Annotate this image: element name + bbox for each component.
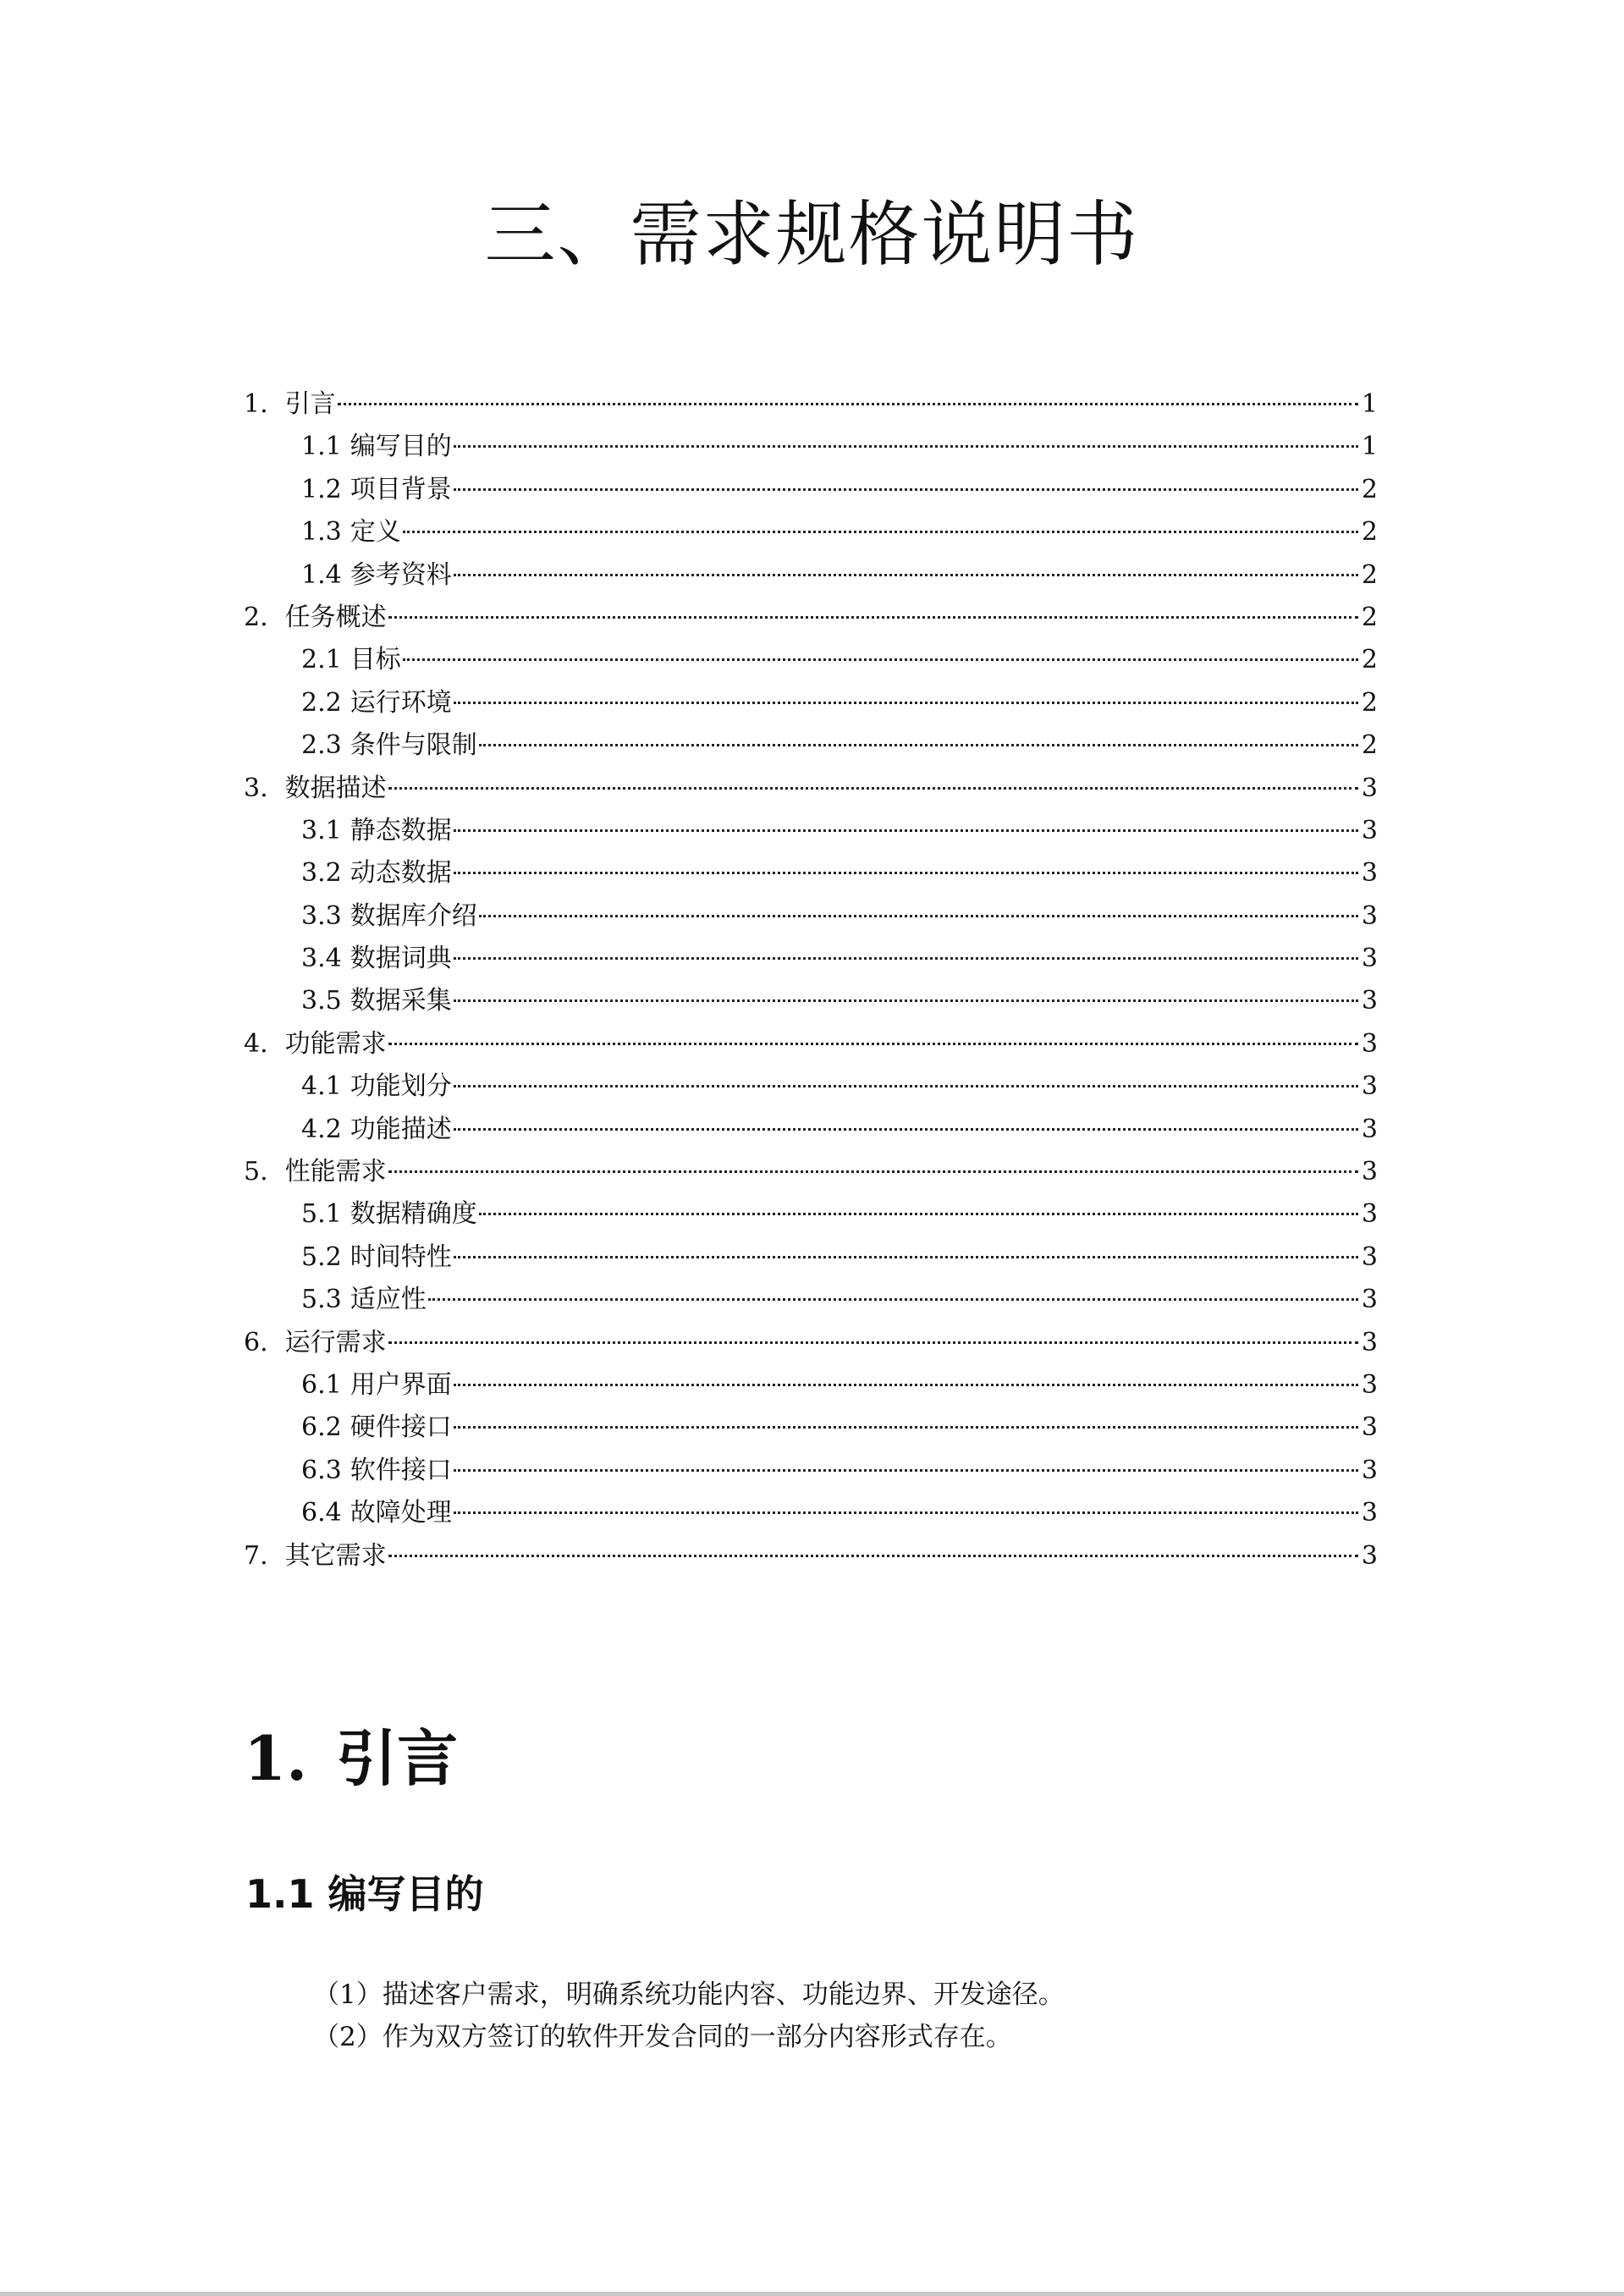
toc-page-number: 3	[1361, 944, 1378, 974]
toc-entry[interactable]	[244, 1492, 1378, 1534]
toc-entry-number: 2.2	[301, 687, 342, 718]
toc-entry-title: 数据描述	[284, 773, 387, 803]
toc-page-number: 2	[1361, 602, 1378, 632]
toc-dot-leader	[454, 1426, 1358, 1429]
toc-dot-leader	[479, 744, 1358, 746]
toc-dot-leader	[454, 488, 1358, 491]
toc-entry-title: 编写目的	[350, 432, 452, 462]
toc-page-number: 3	[1361, 1242, 1378, 1272]
toc-entry-number: 3.5	[301, 986, 342, 1016]
toc-entry-title: 条件与限制	[350, 730, 477, 761]
section-title: 引言	[336, 1722, 459, 1794]
toc-page-number: 1	[1361, 389, 1378, 419]
toc-entry[interactable]	[244, 980, 1378, 1022]
toc-page-number: 3	[1361, 815, 1378, 845]
toc-entry-title: 参考资料	[350, 559, 452, 590]
toc-entry[interactable]	[244, 469, 1378, 511]
toc-page-number: 3	[1361, 1028, 1378, 1059]
toc-page-number: 3	[1361, 1157, 1378, 1187]
toc-dot-leader	[454, 574, 1358, 576]
toc-page-number: 3	[1361, 1498, 1378, 1528]
toc-page-number: 3	[1361, 1285, 1378, 1315]
toc-dot-leader	[454, 829, 1358, 832]
toc-dot-leader	[388, 787, 1358, 790]
toc-entry[interactable]	[244, 1407, 1378, 1449]
toc-entry-number: 3.1	[301, 815, 342, 845]
toc-dot-leader	[388, 1043, 1358, 1045]
toc-entry-number: 5.3	[301, 1285, 342, 1315]
toc-entry-number: 4.	[244, 1028, 268, 1059]
toc-page-number: 3	[1361, 858, 1378, 889]
toc-entry-title: 功能描述	[350, 1114, 452, 1144]
toc-page-number: 3	[1361, 986, 1378, 1016]
toc-entry-number: 2.	[244, 602, 268, 632]
toc-entry[interactable]	[244, 1279, 1378, 1321]
toc-page-number: 3	[1361, 1327, 1378, 1357]
toc-dot-leader	[454, 872, 1358, 874]
toc-entry-number: 3.3	[301, 900, 342, 931]
toc-entry[interactable]	[244, 1109, 1378, 1151]
toc-dot-leader	[454, 1085, 1358, 1087]
toc-entry-title: 适应性	[350, 1285, 427, 1315]
toc-entry-number: 5.2	[301, 1242, 342, 1272]
toc-entry[interactable]	[244, 1535, 1378, 1577]
toc-dot-leader	[338, 403, 1358, 405]
toc-dot-leader	[388, 1341, 1358, 1344]
toc-page-number: 3	[1361, 1412, 1378, 1443]
toc-dot-leader	[388, 1555, 1358, 1557]
toc-entry-title: 用户界面	[350, 1369, 452, 1400]
toc-entry[interactable]	[244, 810, 1378, 852]
paragraph-line: （1）描述客户需求，明确系统功能内容、功能边界、开发途径。	[313, 1979, 1065, 2010]
paragraph-line: （2）作为双方签订的软件开发合同的一部分内容形式存在。	[313, 2022, 1012, 2052]
body-text	[313, 1974, 1329, 2058]
toc-entry-title: 功能需求	[284, 1028, 387, 1059]
toc-dot-leader	[454, 957, 1358, 960]
section-number: 1.	[244, 1722, 308, 1794]
toc-dot-leader	[479, 1213, 1358, 1215]
toc-dot-leader	[454, 1511, 1358, 1514]
toc-entry-number: 1.1	[301, 432, 342, 462]
toc-dot-leader	[454, 445, 1358, 448]
toc-entry[interactable]	[244, 1364, 1378, 1407]
toc-entry-number: 3.4	[301, 944, 342, 974]
toc-entry-title: 硬件接口	[350, 1412, 452, 1443]
toc-entry[interactable]	[244, 682, 1378, 724]
toc-dot-leader	[454, 702, 1358, 704]
toc-entry-number: 6.3	[301, 1455, 342, 1485]
toc-entry-number: 5.	[244, 1157, 268, 1187]
toc-entry-title: 项目背景	[350, 474, 452, 504]
toc-entry[interactable]	[244, 639, 1378, 681]
toc-entry-title: 数据精确度	[350, 1199, 477, 1230]
toc-page-number: 3	[1361, 1369, 1378, 1400]
toc-entry-number: 4.2	[301, 1114, 342, 1144]
toc-entry[interactable]	[244, 1151, 1378, 1193]
toc-page-number: 3	[1361, 1455, 1378, 1485]
toc-entry-number: 6.1	[301, 1369, 342, 1400]
toc-page-number: 3	[1361, 1199, 1378, 1230]
toc-entry[interactable]	[244, 597, 1378, 639]
toc-dot-leader	[479, 915, 1358, 917]
toc-page-number: 3	[1361, 1540, 1378, 1571]
toc-page-number: 3	[1361, 1114, 1378, 1144]
toc-entry[interactable]	[244, 511, 1378, 553]
toc-dot-leader	[403, 658, 1358, 661]
section-heading	[244, 1718, 458, 1799]
toc-dot-leader	[454, 999, 1358, 1002]
toc-page-number: 2	[1361, 687, 1378, 718]
toc-entry[interactable]	[244, 1065, 1378, 1108]
toc-entry-title: 其它需求	[284, 1540, 387, 1571]
toc-dot-leader	[388, 616, 1358, 619]
page-bottom-edge	[0, 2292, 1624, 2296]
toc-entry[interactable]	[244, 938, 1378, 980]
toc-page-number: 2	[1361, 645, 1378, 675]
toc-entry-title: 数据采集	[350, 986, 452, 1016]
toc-entry-number: 6.4	[301, 1498, 342, 1528]
toc-entry[interactable]	[244, 1236, 1378, 1279]
toc-entry[interactable]	[244, 1450, 1378, 1492]
toc-entry-number: 2.1	[301, 645, 342, 675]
toc-entry-number: 2.3	[301, 730, 342, 761]
toc-entry-number: 1.4	[301, 559, 342, 590]
toc-dot-leader	[428, 1298, 1358, 1301]
subsection-heading: 1.1 编写目的	[245, 1871, 484, 1917]
toc-entry-title: 数据库介绍	[350, 900, 477, 931]
toc-entry-number: 6.2	[301, 1412, 342, 1443]
toc-entry-number: 5.1	[301, 1199, 342, 1230]
toc-page-number: 2	[1361, 474, 1378, 504]
toc-entry-title: 时间特性	[350, 1242, 452, 1272]
toc-entry-title: 任务概述	[284, 602, 387, 632]
toc-entry-title: 动态数据	[350, 858, 452, 889]
toc-entry-title: 数据词典	[350, 944, 452, 974]
toc-entry[interactable]	[244, 426, 1378, 468]
toc-dot-leader	[454, 1384, 1358, 1386]
toc-entry-number: 6.	[244, 1327, 268, 1357]
toc-entry[interactable]	[244, 383, 1378, 426]
toc-entry-title: 运行需求	[284, 1327, 387, 1357]
toc-entry-number: 3.2	[301, 858, 342, 889]
toc-page-number: 2	[1361, 559, 1378, 590]
toc-entry-number: 4.1	[301, 1071, 342, 1102]
document-title: 三、需求规格说明书	[484, 193, 1140, 276]
toc-entry[interactable]	[244, 895, 1378, 938]
toc-dot-leader	[403, 531, 1358, 533]
toc-entry-number: 3.	[244, 773, 268, 803]
toc-page-number: 2	[1361, 517, 1378, 548]
toc-entry-title: 静态数据	[350, 815, 452, 845]
toc-entry-title: 性能需求	[284, 1157, 387, 1187]
toc-dot-leader	[454, 1128, 1358, 1131]
table-of-contents	[244, 383, 1378, 1577]
toc-entry[interactable]	[244, 724, 1378, 767]
toc-page-number: 2	[1361, 730, 1378, 761]
toc-entry-title: 软件接口	[350, 1455, 452, 1485]
toc-entry-title: 功能划分	[350, 1071, 452, 1102]
toc-dot-leader	[388, 1170, 1358, 1173]
toc-entry[interactable]	[244, 852, 1378, 895]
toc-page-number: 3	[1361, 1071, 1378, 1102]
toc-entry-title: 定义	[350, 517, 401, 548]
toc-page-number: 1	[1361, 432, 1378, 462]
toc-entry-title: 目标	[350, 645, 401, 675]
toc-entry-number: 1.2	[301, 474, 342, 504]
toc-entry-number: 1.3	[301, 517, 342, 548]
toc-dot-leader	[454, 1256, 1358, 1258]
toc-page-number: 3	[1361, 773, 1378, 803]
toc-entry[interactable]	[244, 1023, 1378, 1065]
toc-entry-number: 7.	[244, 1540, 268, 1571]
toc-entry-title: 运行环境	[350, 687, 452, 718]
toc-entry[interactable]	[244, 1322, 1378, 1364]
toc-entry-title: 故障处理	[350, 1498, 452, 1528]
toc-entry[interactable]	[244, 554, 1378, 597]
toc-entry-number: 1.	[244, 389, 268, 419]
toc-entry-title: 引言	[284, 389, 336, 419]
toc-entry[interactable]	[244, 1193, 1378, 1236]
toc-page-number: 3	[1361, 900, 1378, 931]
toc-entry[interactable]	[244, 768, 1378, 810]
toc-dot-leader	[454, 1469, 1358, 1472]
